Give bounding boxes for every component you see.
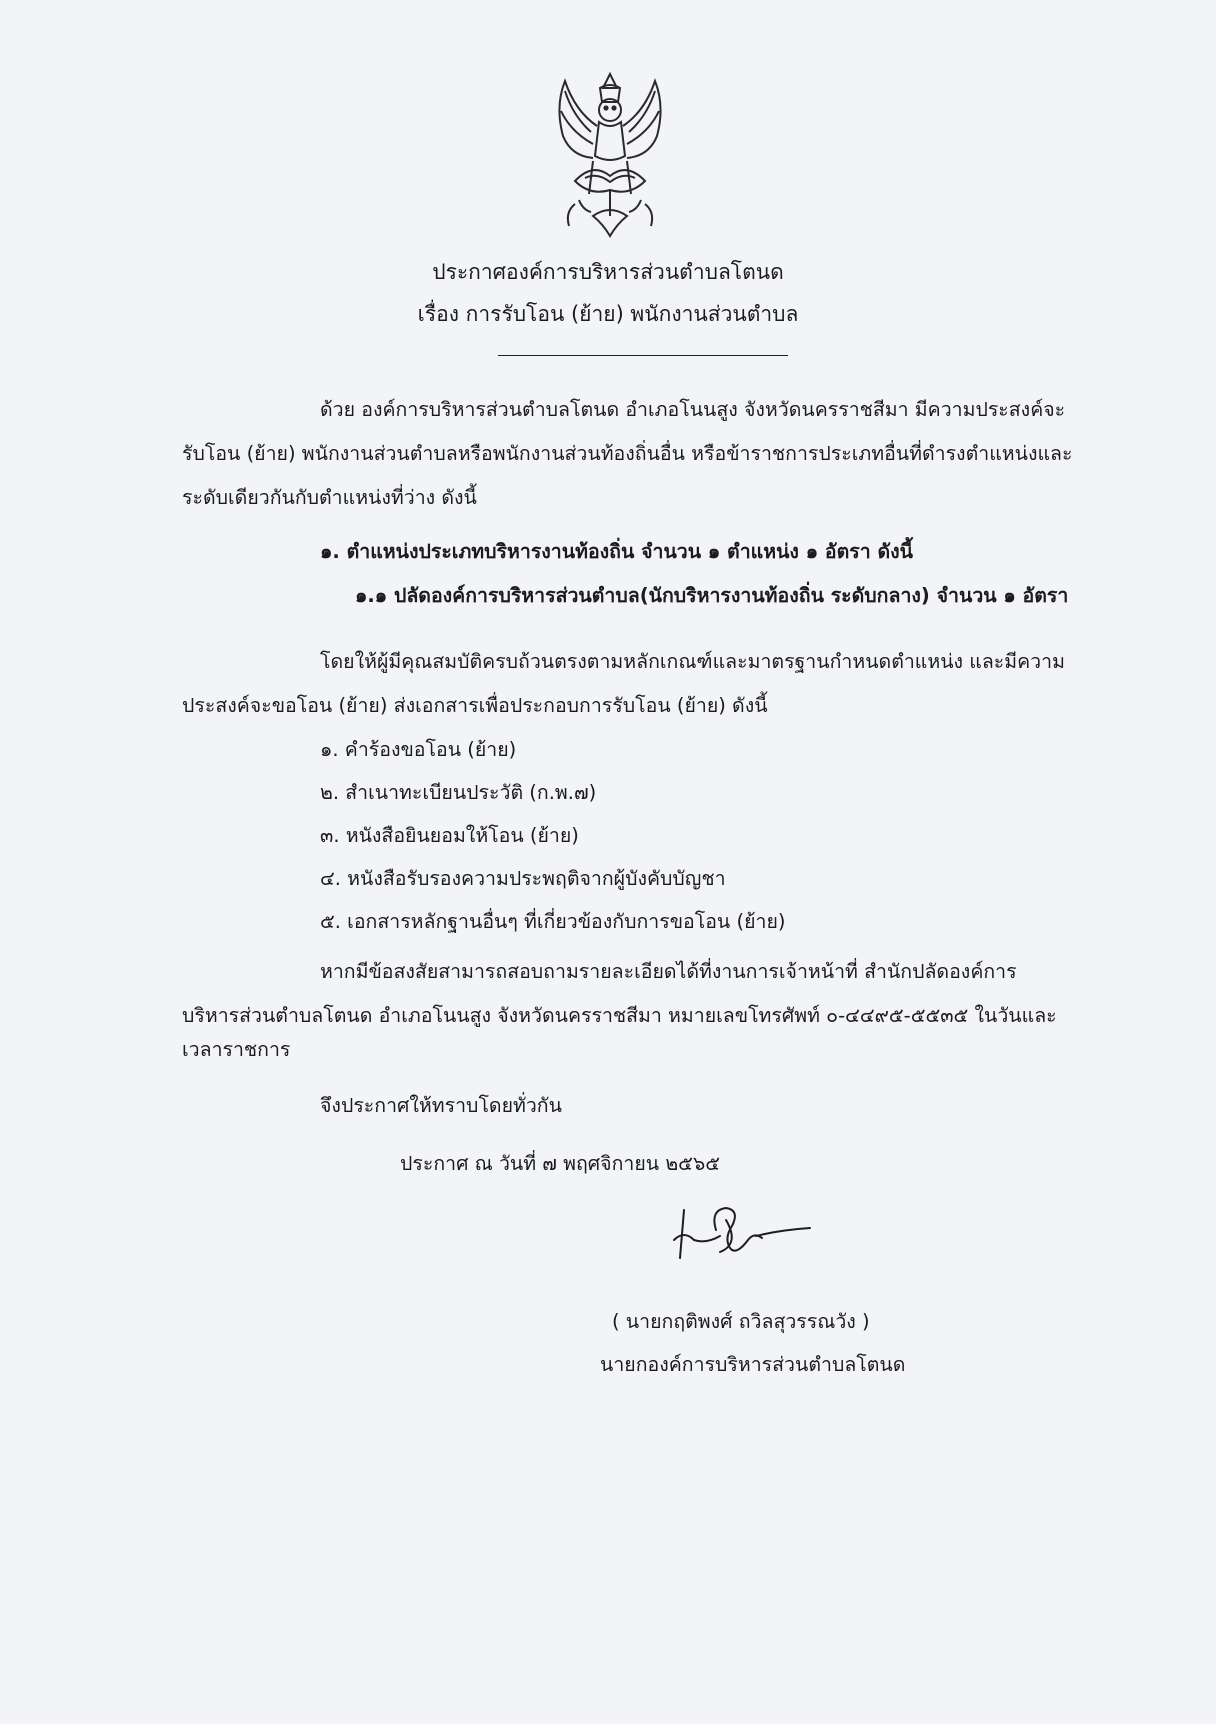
document-item: ๔. หนังสือรับรองความประพฤติจากผู้บังคับบัญชา bbox=[320, 867, 726, 890]
qualification-line-2: ประสงค์จะขอโอน (ย้าย) ส่งเอกสารเพื่อประกอบการรับโอน (ย้าย) ดังนี้ bbox=[182, 694, 768, 717]
qualification-line-1: โดยให้ผู้มีคุณสมบัติครบถ้วนตรงตามหลักเกณฑ์และมาตรฐานกำหนดตำแหน่ง และมีความ bbox=[320, 650, 1065, 673]
garuda-emblem-icon bbox=[545, 66, 675, 241]
document-item: ๒. สำเนาทะเบียนประวัติ (ก.พ.๗) bbox=[320, 781, 597, 804]
signer-position: นายกองค์การบริหารส่วนตำบลโตนด bbox=[600, 1353, 906, 1376]
contact-line-1: หากมีข้อสงสัยสามารถสอบถามรายละเอียดได้ที่งานการเจ้าหน้าที่ สำนักปลัดองค์การ bbox=[320, 960, 1017, 983]
document-item: ๓. หนังสือยินยอมให้โอน (ย้าย) bbox=[320, 824, 579, 847]
announcement-date: ประกาศ ณ วันที่ ๗ พฤศจิกายน ๒๕๖๕ bbox=[400, 1152, 721, 1175]
intro-line-1: ด้วย องค์การบริหารส่วนตำบลโตนด อำเภอโนนสูง จังหวัดนครราชสีมา มีความประสงค์จะ bbox=[320, 398, 1066, 421]
intro-line-2: รับโอน (ย้าย) พนักงานส่วนตำบลหรือพนักงานส่วนท้องถิ่นอื่น หรือข้าราชการประเภทอื่นที่ดำรงตำแหน่งและ bbox=[182, 442, 1073, 465]
position-sub: ๑.๑ ปลัดองค์การบริหารส่วนตำบล(นักบริหารงานท้องถิ่น ระดับกลาง) จำนวน ๑ อัตรา bbox=[355, 584, 1069, 607]
document-item: ๕. เอกสารหลักฐานอื่นๆ ที่เกี่ยวข้องกับการขอโอน (ย้าย) bbox=[320, 910, 786, 933]
intro-line-3: ระดับเดียวกันกับตำแหน่งที่ว่าง ดังนี้ bbox=[182, 486, 477, 509]
contact-line-2: บริหารส่วนตำบลโตนด อำเภอโนนสูง จังหวัดนครราชสีมา หมายเลขโทรศัพท์ ๐-๔๔๙๕-๕๕๓๕ ในวันและ bbox=[182, 1004, 1057, 1027]
title-divider bbox=[498, 355, 788, 356]
position-main: ๑. ตำแหน่งประเภทบริหารงานท้องถิ่น จำนวน ๑ ตำแหน่ง ๑ อัตรา ดังนี้ bbox=[320, 540, 913, 563]
document-item: ๑. คำร้องขอโอน (ย้าย) bbox=[320, 738, 517, 761]
announcement-subject: เรื่อง การรับโอน (ย้าย) พนักงานส่วนตำบล bbox=[417, 302, 799, 326]
signer-name: ( นายกฤติพงศ์ ถวิลสุวรรณวัง ) bbox=[612, 1310, 870, 1333]
contact-line-3: เวลาราชการ bbox=[182, 1038, 291, 1061]
closing-statement: จึงประกาศให้ทราบโดยทั่วกัน bbox=[320, 1094, 562, 1117]
announcement-title: ประกาศองค์การบริหารส่วนตำบลโตนด bbox=[432, 260, 784, 284]
handwritten-signature bbox=[670, 1200, 820, 1270]
